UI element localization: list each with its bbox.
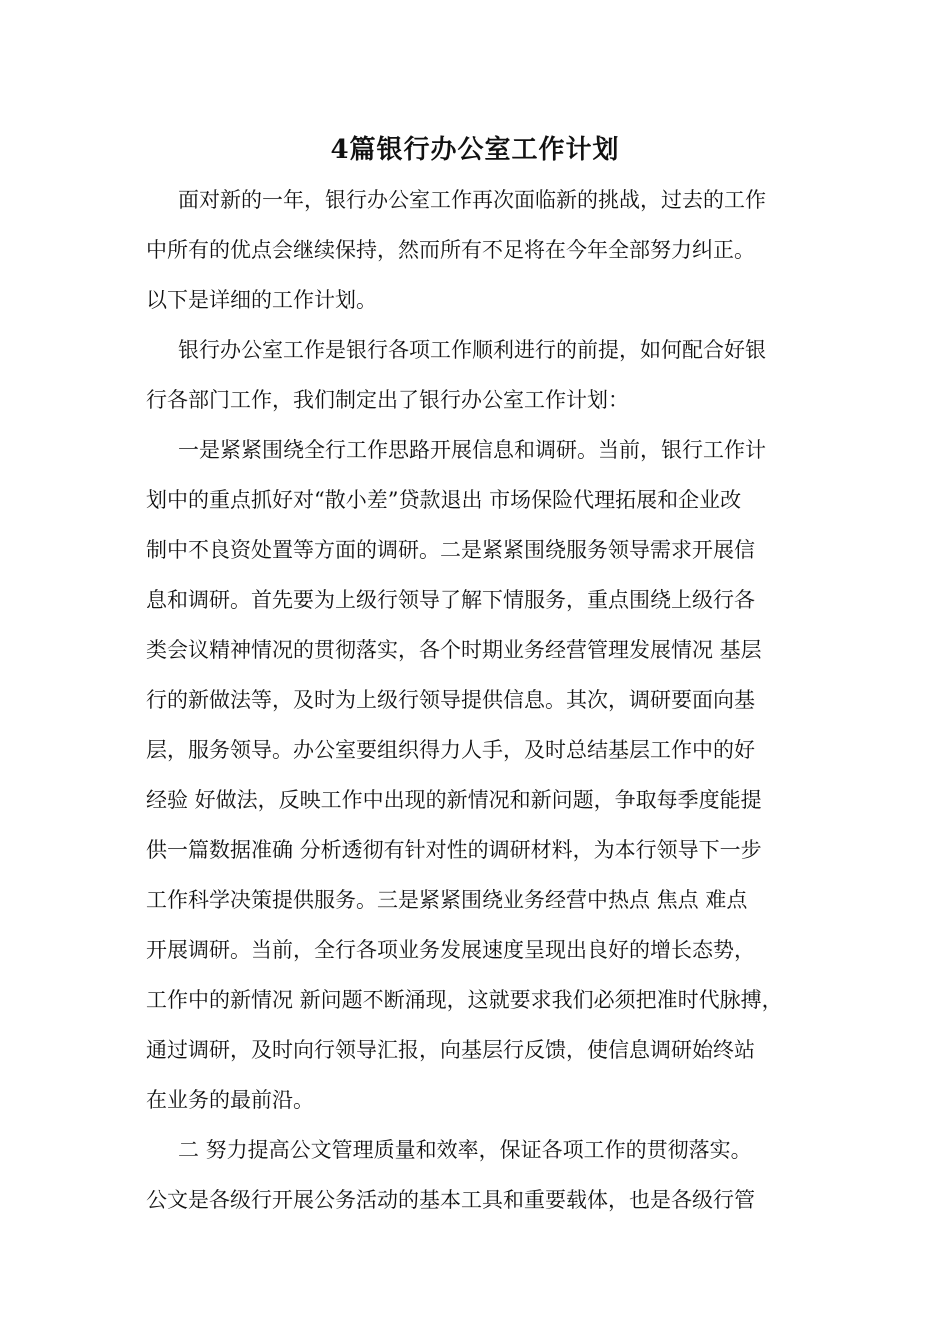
paragraph-line: 在业务的最前沿。 xyxy=(146,1088,314,1112)
paragraph-line: 制中不良资处置等方面的调研。二是紧紧围绕服务领导需求开展信 xyxy=(146,538,755,562)
paragraph-line: 面对新的一年，银行办公室工作再次面临新的挑战，过去的工作 xyxy=(178,188,766,212)
paragraph-line: 公文是各级行开展公务活动的基本工具和重要载体，也是各级行管 xyxy=(146,1188,755,1212)
paragraph-line: 供一篇数据准确 分析透彻有针对性的调研材料，为本行领导下一步 xyxy=(146,838,762,862)
paragraph-line: 通过调研，及时向行领导汇报，向基层行反馈，使信息调研始终站 xyxy=(146,1038,755,1062)
paragraph-line: 行的新做法等，及时为上级行领导提供信息。其次，调研要面向基 xyxy=(146,688,755,712)
paragraph-line: 工作中的新情况 新问题不断涌现，这就要求我们必须把准时代脉搏， xyxy=(146,988,783,1012)
document-title: 4篇银行办公室工作计划 xyxy=(330,135,620,165)
paragraph-line: 行各部门工作，我们制定出了银行办公室工作计划： xyxy=(146,388,629,412)
paragraph-line: 类会议精神情况的贯彻落实，各个时期业务经营管理发展情况 基层 xyxy=(146,638,762,662)
paragraph-line: 中所有的优点会继续保持，然而所有不足将在今年全部努力纠正。 xyxy=(146,238,755,262)
paragraph-line: 经验 好做法，反映工作中出现的新情况和新问题，争取每季度能提 xyxy=(146,788,762,812)
paragraph-line: 以下是详细的工作计划。 xyxy=(146,288,377,312)
paragraph-line: 一是紧紧围绕全行工作思路开展信息和调研。当前，银行工作计 xyxy=(178,438,766,462)
paragraph-line: 银行办公室工作是银行各项工作顺利进行的前提，如何配合好银 xyxy=(178,338,766,362)
paragraph-line: 二 努力提高公文管理质量和效率，保证各项工作的贯彻落实。 xyxy=(178,1138,752,1162)
paragraph-line: 层，服务领导。办公室要组织得力人手，及时总结基层工作中的好 xyxy=(146,738,755,762)
paragraph-line: 划中的重点抓好对“散小差”贷款退出 市场保险代理拓展和企业改 xyxy=(146,488,742,512)
paragraph-line: 工作科学决策提供服务。三是紧紧围绕业务经营中热点 焦点 难点 xyxy=(146,888,748,912)
paragraph-line: 息和调研。首先要为上级行领导了解下情服务，重点围绕上级行各 xyxy=(146,588,755,612)
paragraph-line: 开展调研。当前，全行各项业务发展速度呈现出良好的增长态势， xyxy=(146,938,755,962)
